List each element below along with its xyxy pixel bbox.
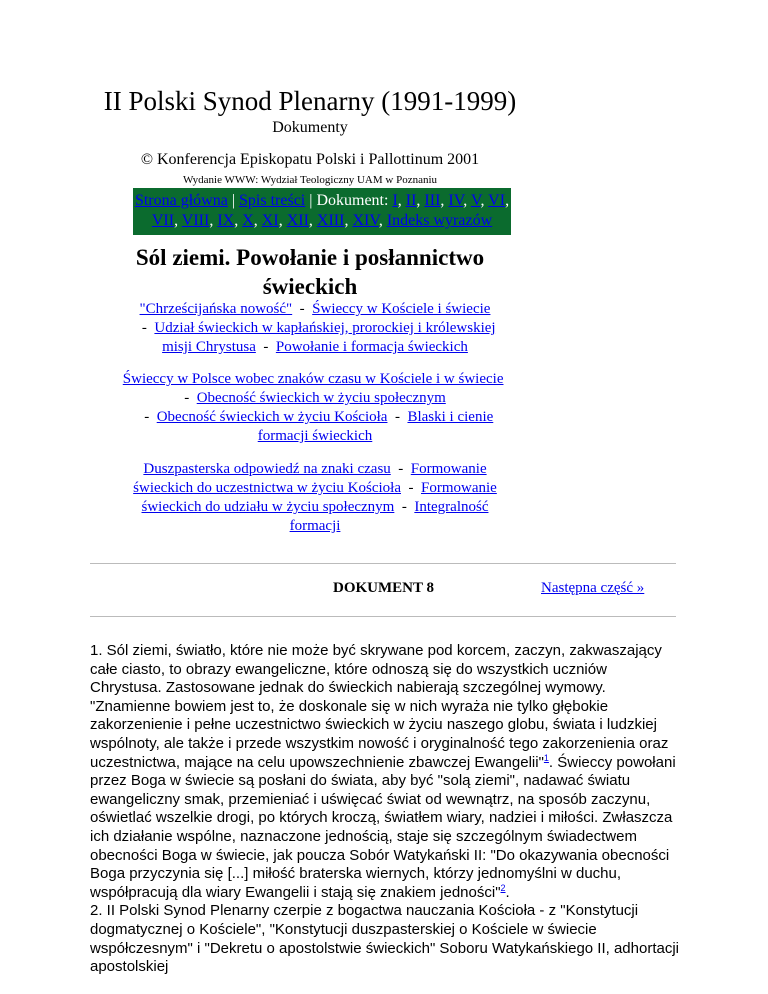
document-number-label: DOKUMENT 8 — [333, 580, 434, 596]
toc-link-formation-social-life[interactable]: Formowanie świeckich do udziału w życiu społecznym — [141, 480, 497, 515]
nav-doc-11-link[interactable]: XI — [261, 212, 279, 229]
nav-toc-link[interactable]: Spis treści — [239, 192, 306, 209]
edition-line: Wydanie WWW: Wydział Teologiczny UAM w Poznaniu — [182, 174, 438, 186]
footnote-2-link[interactable]: 2 — [500, 882, 506, 893]
toc-group-2: Świeccy w Polsce wobec znaków czasu w Kościele i w świecie - Obecność świeckich w życiu społecznym - Obecność świeckich w życiu Kościoła - Blaski i cienie formacji świeckich — [122, 371, 508, 444]
nav-doc-1-link[interactable]: I — [392, 192, 398, 209]
divider — [90, 616, 676, 617]
toc-link-integral-formation[interactable]: Integralność formacji — [289, 499, 489, 534]
toc-link-formation-church-life[interactable]: Formowanie świeckich do uczestnictwa w życiu Kościoła — [133, 461, 487, 496]
toc-link-pastoral-response[interactable]: Duszpasterska odpowiedź na znaki czasu — [143, 461, 391, 477]
toc-link-lights-and-shadows[interactable]: Blaski i cienie formacji świeckich — [257, 409, 494, 444]
nav-doc-14-link[interactable]: XIV — [352, 212, 379, 229]
toc-link-vocation-and-formation[interactable]: Powołanie i formacja świeckich — [275, 339, 468, 355]
nav-doc-4-link[interactable]: IV — [448, 192, 464, 209]
paragraph: 2. II Polski Synod Plenarny czerpie z bogactwa nauczania Kościoła - z "Konstytucji dogmatycznej o Kościele", "Konstytucji duszpasterskiej o Kościele w świecie współczesnym" i "Dekretu o apostolstwie świeckich" Soboru Watykańskiego II, adhortacji apostolskiej — [90, 902, 679, 976]
divider — [90, 563, 676, 564]
paragraph — [90, 642, 682, 902]
nav-index-link[interactable]: Indeks wyrazów — [386, 212, 493, 229]
copyright-line: © Konferencja Episkopatu Polski i Pallottinum 2001 — [140, 151, 480, 168]
nav-doc-10-link[interactable]: X — [242, 212, 254, 229]
toc-link-church-presence[interactable]: Obecność świeckich w życiu Kościoła — [156, 409, 388, 425]
toc-link-christian-novelty[interactable]: "Chrześcijańska nowość" — [139, 301, 293, 317]
nav-doc-7-link[interactable]: VII — [151, 212, 175, 229]
navigation-bar: Strona główna | Spis treści | Dokument: I, II, III, IV, V, VI, VII, VIII, IX, X, XI, XII, XIII, XIV, Indeks wyrazów — [133, 188, 511, 235]
toc-link-signs-of-the-times[interactable]: Świeccy w Polsce wobec znaków czasu w Kościele i w świecie — [122, 371, 504, 387]
nav-document-label: Dokument: — [316, 192, 389, 209]
paragraph-text: 1. Sól ziemi, światło, które nie może być skrywane pod korcem, zaczyn, zakwaszający całe ciasto, to obrazy ewangeliczne, które odnoszą się do wszystkich uczniów Chrystusa. Zastosowane jednak do świeckich nabierają szczególnej wymowy. "Znamienne bowiem jest to, że doskonale się w nich wyraża nie tylko głębokie zakorzenienie i pełne uczestnictwo świeckich w życiu naszego globu, świata i ludzkiej wspólnoty, ale także i przede wszystkim nowość i oryginalność tego zakorzenienia oraz uczestnictwa, mające na celu upowszechnienie zbawczej Ewangelii" — [90, 642, 669, 771]
nav-doc-9-link[interactable]: IX — [217, 212, 235, 229]
nav-doc-5-link[interactable]: V — [470, 192, 481, 209]
footnote-1-link[interactable]: 1 — [543, 752, 549, 763]
site-subtitle: Dokumenty — [272, 119, 348, 136]
nav-doc-3-link[interactable]: III — [424, 192, 441, 209]
toc-link-laity-in-church-and-world[interactable]: Świeccy w Kościele i świecie — [312, 301, 491, 317]
nav-doc-2-link[interactable]: II — [405, 192, 417, 209]
paragraph-text: . — [505, 883, 510, 901]
toc-group-3: Duszpasterska odpowiedź na znaki czasu - Formowanie świeckich do uczestnictwa w życiu Kościoła - Formowanie świeckich do udziału w życiu społecznym - Integralność formacji — [133, 461, 497, 534]
site-title: II Polski Synod Plenarny (1991-1999) — [103, 86, 517, 116]
nav-doc-13-link[interactable]: XIII — [316, 212, 345, 229]
document-body — [90, 642, 682, 977]
paragraph-text: . Świeccy powołani przez Boga w świecie są posłani do świata, aby być "solą ziemi", nadawać światu ewangeliczny smak, przemieniać i uświęcać świat od wewnątrz, na sposób zaczynu, oświetlać wszelkie drogi, po których kroczą, światłem wiary, nadziei i miłości. Zwłaszcza ich działanie wspólne, naznaczone jednością, staje się szczególnym świadectwem obecności Boga w świecie, jak poucza Sobór Watykański II: "Do okazywania obecności Boga przyczynia się [...] miłość braterska wiernych, którzy jednomyślni w duchu, współpracują dla wiary Ewangelii i stają się znakiem jedności" — [90, 753, 676, 901]
next-part-link[interactable]: Następna część » — [541, 580, 645, 596]
nav-doc-8-link[interactable]: VIII — [181, 212, 210, 229]
nav-home-link[interactable]: Strona główna — [134, 192, 228, 209]
toc-group-1: "Chrześcijańska nowość" - Świeccy w Kościele i świecie - Udział świeckich w kapłańskiej, prorockiej i królewskiej misji Chrystusa - Powołanie i formacja świeckich — [134, 301, 496, 355]
toc-link-laity-share-in-mission[interactable]: Udział świeckich w kapłańskiej, prorockiej i królewskiej misji Chrystusa — [154, 320, 496, 355]
toc-link-social-presence[interactable]: Obecność świeckich w życiu społecznym — [196, 390, 446, 406]
nav-doc-12-link[interactable]: XII — [286, 212, 309, 229]
nav-doc-6-link[interactable]: VI — [488, 192, 506, 209]
document-title: Sól ziemi. Powołanie i posłannictwo świeckich — [135, 245, 485, 299]
